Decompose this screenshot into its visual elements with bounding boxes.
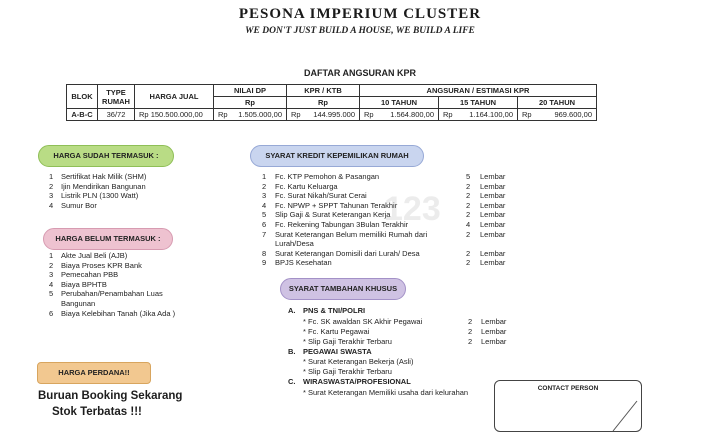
header-type: TYPE RUMAH — [98, 85, 135, 109]
header-10-tahun: 10 TAHUN — [360, 97, 439, 109]
harga-sudah-list — [49, 172, 249, 210]
item-text: Pemecahan PBB — [61, 270, 119, 280]
item-text: Listrik PLN (1300 Watt) — [61, 191, 139, 201]
item-number: 1 — [49, 251, 54, 260]
item-qty: 2 — [466, 258, 471, 268]
section-title: PNS & TNI/POLRI — [303, 306, 366, 315]
item-text: * Surat Keterangan Memiliki usaha dari kelurahan — [303, 387, 469, 397]
item-unit: Lembar — [481, 316, 507, 326]
syarat-kredit-label: SYARAT KREDIT KEPEMILIKAN RUMAH — [250, 145, 424, 167]
item-qty: 2 — [468, 326, 473, 336]
list-item — [49, 270, 259, 280]
item-text: Fc. Kartu Keluarga — [275, 181, 338, 191]
currency-label: Rp — [443, 110, 453, 119]
item-text: Biaya Kelebihan Tanah (Jika Ada ) — [61, 308, 176, 318]
cell-15-tahun — [439, 109, 518, 121]
promo-line-1: Buruan Booking Sekarang — [38, 390, 183, 402]
item-qty: 2 — [466, 248, 471, 258]
header-dp: NILAI DP — [214, 85, 287, 97]
item-number: 1 — [49, 172, 54, 181]
syarat-tambahan-label: SYARAT TAMBAHAN KHUSUS — [280, 278, 406, 300]
section-title: PEGAWAI SWASTA — [303, 346, 372, 356]
header-kpr-rp: Rp — [287, 97, 360, 109]
list-item — [49, 251, 259, 261]
item-unit: Lembar — [480, 220, 506, 229]
cell-dp — [214, 109, 287, 121]
list-item — [49, 299, 259, 309]
cell-20-tahun — [518, 109, 597, 121]
item-number: 1 — [262, 172, 267, 181]
item-unit: Lembar — [480, 172, 506, 181]
currency-label: Rp — [291, 110, 301, 119]
cell-blok: A-B-C — [67, 109, 98, 121]
item-number: 8 — [262, 248, 267, 258]
harga-perdana-label: HARGA PERDANA!! — [37, 362, 151, 384]
currency-label: Rp — [139, 110, 149, 119]
item-text: Ijin Mendirikan Bangunan — [61, 181, 146, 191]
item-text: Biaya Proses KPR Bank — [61, 260, 142, 270]
header-blok: BLOK — [67, 85, 98, 109]
item-text: * Fc. SK awaldan SK Akhir Pegawai — [303, 316, 423, 326]
item-number: 3 — [49, 270, 54, 280]
item-text: Fc. KTP Pemohon & Pasangan — [275, 172, 380, 181]
currency-label: Rp — [218, 110, 228, 119]
item-number: 2 — [49, 181, 54, 191]
item-qty: 2 — [466, 181, 471, 191]
list-item — [49, 201, 249, 211]
item-text: * Fc. Kartu Pegawai — [303, 326, 370, 336]
contact-person-label: CONTACT PERSON — [537, 385, 599, 392]
item-qty: 2 — [466, 210, 471, 220]
kpr-value: 144.995.000 — [313, 110, 355, 119]
currency-label: Rp — [522, 110, 532, 119]
item-text: Sertifikat Hak Milik (SHM) — [61, 172, 147, 181]
tagline: WE DON'T JUST BUILD A HOUSE, WE BUILD A LIFE — [245, 26, 475, 36]
table-title: DAFTAR ANGSURAN KPR — [304, 68, 416, 78]
list-item — [49, 182, 249, 192]
item-text: Bangunan — [61, 298, 96, 308]
currency-label: Rp — [364, 110, 374, 119]
header-15-tahun: 15 TAHUN — [439, 97, 518, 109]
item-text: * Slip Gaji Terakhir Terbaru — [303, 367, 392, 376]
item-unit: Lembar — [481, 326, 507, 336]
item-text: Surat Keterangan Belum memiliki Rumah dari — [275, 229, 428, 239]
item-number: 9 — [262, 258, 267, 268]
t15-value: 1.164.100,00 — [469, 110, 513, 119]
item-text: BPJS Kesehatan — [275, 258, 332, 268]
item-unit: Lembar — [480, 248, 506, 258]
list-item — [49, 261, 259, 271]
item-text: Slip Gaji & Surat Keterangan Kerja — [275, 210, 391, 220]
cell-type: 36/72 — [98, 109, 135, 121]
watermark: 123 — [384, 190, 441, 228]
item-text: Lurah/Desa — [275, 239, 314, 249]
header-angsuran: ANGSURAN / ESTIMASI KPR — [360, 85, 597, 97]
contact-person-box — [494, 380, 642, 432]
t10-value: 1.564.800,00 — [390, 110, 434, 119]
table-row — [67, 109, 597, 121]
list-item — [49, 191, 249, 201]
item-qty: 2 — [468, 316, 473, 326]
harga-sudah-label: HARGA SUDAH TERMASUK : — [38, 145, 174, 167]
t20-value: 969.600,00 — [554, 110, 592, 119]
item-number: 2 — [49, 260, 54, 270]
header-dp-rp: Rp — [214, 97, 287, 109]
section-letter: A. — [288, 306, 296, 315]
item-text: Fc. NPWP + SPPT Tahunan Terakhir — [275, 200, 398, 210]
item-number: 5 — [49, 289, 54, 299]
item-text: Perubahan/Penambahan Luas — [61, 289, 163, 299]
cell-kpr — [287, 109, 360, 121]
item-unit: Lembar — [480, 191, 506, 201]
list-item — [49, 172, 249, 182]
cell-10-tahun — [360, 109, 439, 121]
item-text: Surat Keterangan Domisili dari Lurah/ Desa — [275, 248, 420, 258]
item-number: 4 — [262, 200, 267, 210]
header-20-tahun: 20 TAHUN — [518, 97, 597, 109]
item-text: Fc. Surat Nikah/Surat Cerai — [275, 191, 367, 201]
item-text: Sumur Bor — [61, 200, 97, 210]
kpr-table — [66, 84, 597, 121]
item-unit: Lembar — [480, 258, 506, 268]
item-qty: 2 — [468, 336, 473, 346]
item-text: * Surat Keterangan Bekerja (Asli) — [303, 357, 414, 366]
item-number: 4 — [49, 200, 54, 210]
item-text: Biaya BPHTB — [61, 279, 107, 289]
list-item — [49, 289, 259, 299]
harga-value: 150.500.000,00 — [150, 110, 203, 119]
contact-decoration-icon — [495, 381, 641, 431]
item-unit: Lembar — [480, 229, 506, 239]
item-unit: Lembar — [480, 181, 506, 191]
item-qty: 4 — [466, 220, 471, 229]
item-number: 4 — [49, 279, 54, 289]
item-unit: Lembar — [480, 200, 506, 210]
item-number: 2 — [262, 181, 267, 191]
header-kpr: KPR / KTB — [287, 85, 360, 97]
item-number: 5 — [262, 210, 267, 220]
section-letter: B. — [288, 346, 296, 356]
header-harga: HARGA JUAL — [135, 85, 214, 109]
item-text: Fc. Rekening Tabungan 3Bulan Terakhir — [275, 220, 409, 229]
page-title: PESONA IMPERIUM CLUSTER — [238, 6, 482, 22]
list-item — [49, 280, 259, 290]
item-text: Akte Jual Beli (AJB) — [61, 251, 128, 260]
item-number: 3 — [262, 191, 267, 201]
section-title: WIRASWASTA/PROFESIONAL — [303, 377, 411, 386]
item-qty: 5 — [466, 172, 471, 181]
item-unit: Lembar — [481, 336, 507, 346]
item-qty: 2 — [466, 191, 471, 201]
item-unit: Lembar — [480, 210, 506, 220]
cell-harga — [135, 109, 214, 121]
item-number: 6 — [262, 220, 267, 229]
harga-belum-label: HARGA BELUM TERMASUK : — [43, 228, 173, 250]
list-item — [49, 309, 259, 319]
item-qty: 2 — [466, 229, 471, 239]
item-number: 6 — [49, 308, 54, 318]
item-text: * Slip Gaji Terakhir Terbaru — [303, 336, 392, 346]
item-number: 7 — [262, 229, 267, 239]
item-qty: 2 — [466, 200, 471, 210]
harga-belum-list — [49, 251, 259, 318]
dp-value: 1.505.000,00 — [238, 110, 282, 119]
section-letter: C. — [288, 377, 296, 386]
item-number: 3 — [49, 191, 54, 201]
promo-line-2: Stok Terbatas !!! — [52, 406, 142, 418]
